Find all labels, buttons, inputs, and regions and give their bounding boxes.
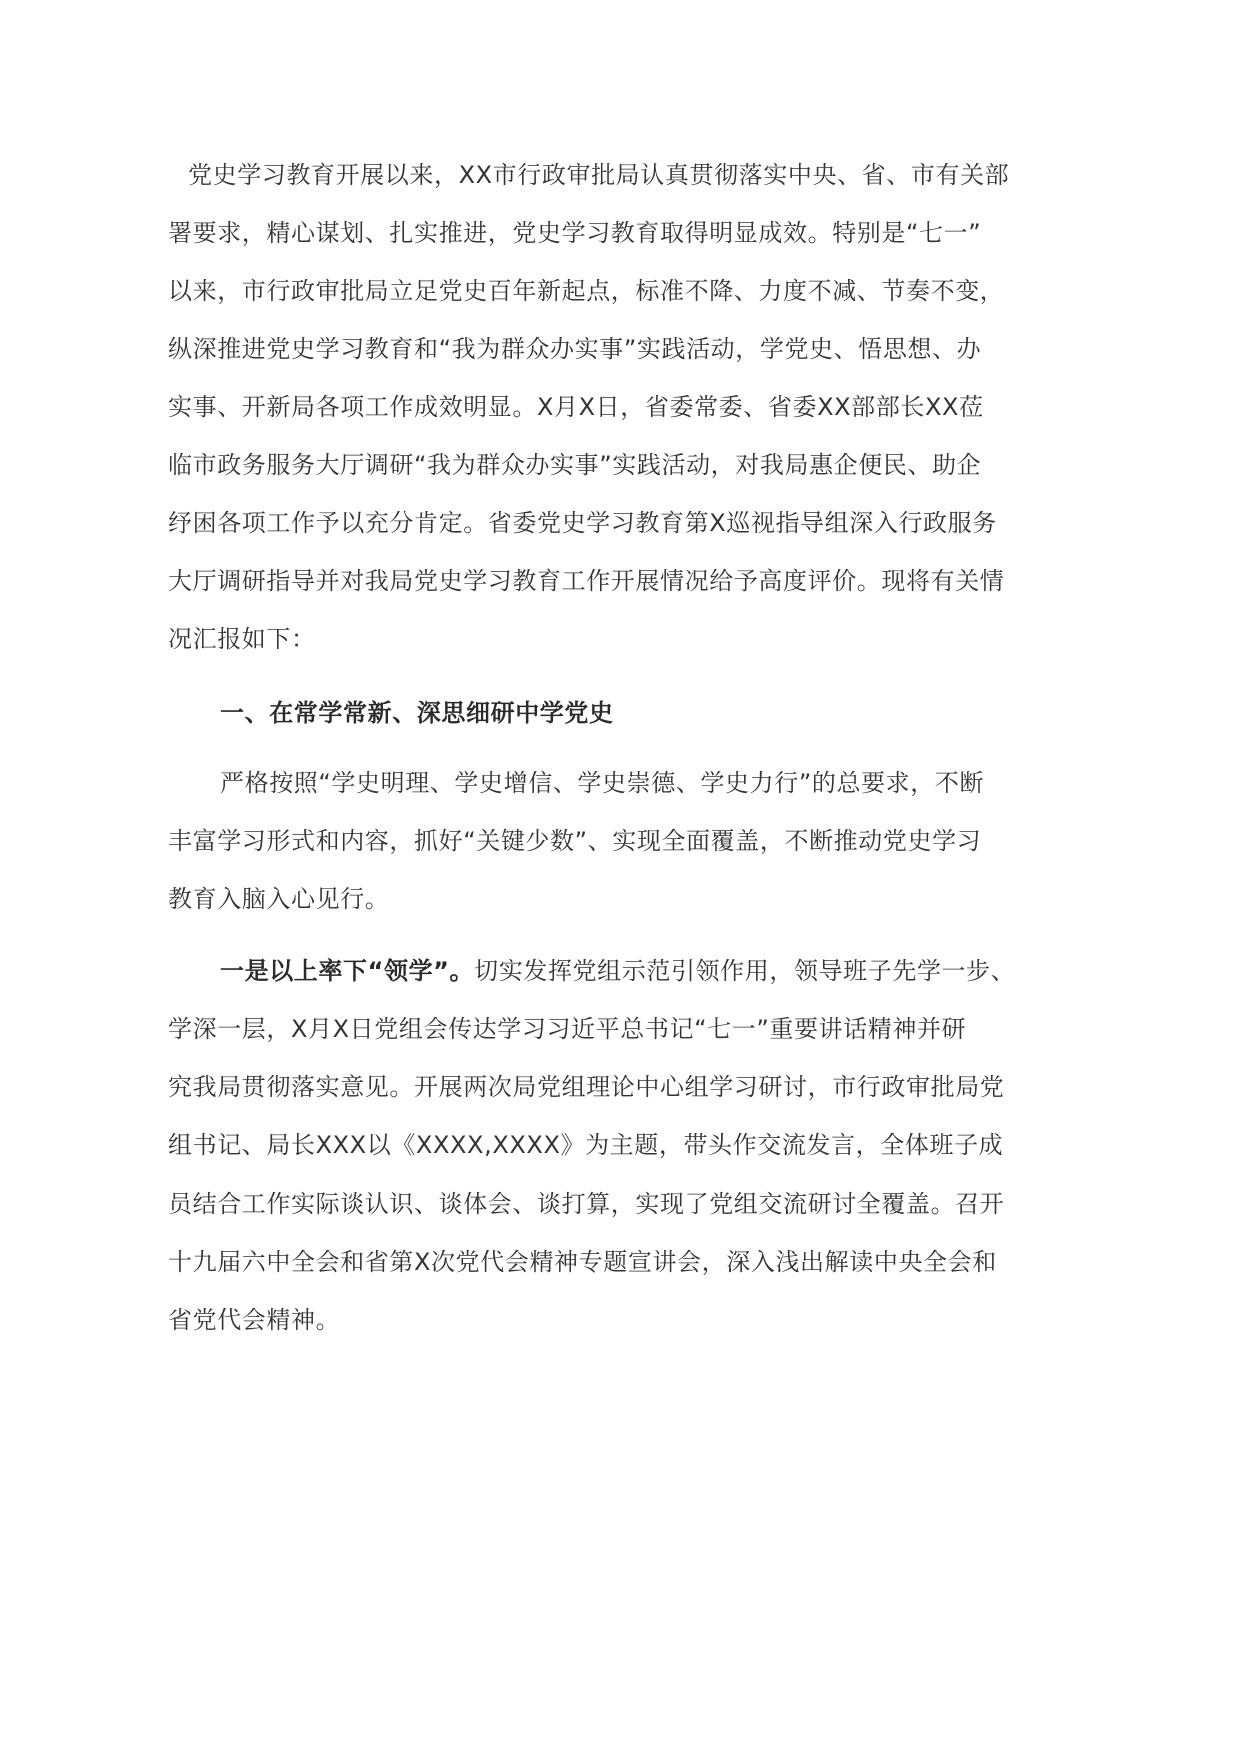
paragraph3-line: [220, 957, 1015, 985]
paragraph3-line: 学深一层，X月X日党组会传达学习习近平总书记“七一”重要讲话精神并研: [168, 1015, 967, 1043]
paragraph1-line: 署要求，精心谋划、扎实推进，党史学习教育取得明显成效。特别是“七一”: [168, 219, 982, 247]
paragraph3-line: 究我局贯彻落实意见。开展两次局党组理论中心组学习研讨，市行政审批局党: [168, 1073, 1005, 1101]
paragraph3-lead: 一是以上率下“领学”。: [220, 957, 475, 985]
paragraph3-text: 切实发挥党组示范引领作用，领导班子先学一步、: [474, 957, 1016, 985]
paragraph1-line: 临市政务服务大厅调研“我为群众办实事”实践活动，对我局惠企便民、助企: [168, 451, 982, 479]
paragraph1-line: 党史学习教育开展以来，XX市行政审批局认真贯彻落实中央、省、市有关部: [188, 161, 1010, 189]
paragraph2-line: 严格按照“学史明理、学史增信、学史崇德、学史力行”的总要求，不断: [220, 769, 985, 797]
paragraph3-line: 组书记、局长XXX以《XXXX,XXXX》为主题，带头作交流发言，全体班子成: [168, 1131, 1004, 1159]
paragraph2-line: 教育入脑入心见行。: [168, 885, 390, 913]
paragraph1-line: 况汇报如下：: [168, 625, 316, 653]
paragraph2-line: 丰富学习形式和内容，抓好“关键少数”、实现全面覆盖，不断推动党史学习: [168, 827, 982, 855]
paragraph1-line: 以来，市行政审批局立足党史百年新起点，标准不降、力度不减、节奏不变，: [168, 277, 1005, 305]
paragraph3-line: 十九届六中全会和省第X次党代会精神专题宣讲会，深入浅出解读中央全会和: [168, 1248, 997, 1276]
paragraph1-line: 实事、开新局各项工作成效明显。X月X日，省委常委、省委XX部部长XX莅: [168, 393, 984, 421]
paragraph3-line: 省党代会精神。: [168, 1306, 341, 1334]
section-heading: 一、在常学常新、深思细研中学党史: [220, 699, 614, 727]
paragraph1-line: 纾困各项工作予以充分肯定。省委党史学习教育第X巡视指导组深入行政服务: [168, 509, 997, 537]
paragraph1-line: 纵深推进党史学习教育和“我为群众办实事”实践活动，学党史、悟思想、办: [168, 335, 982, 363]
paragraph1-line: 大厅调研指导并对我局党史学习教育工作开展情况给予高度评价。现将有关情: [168, 567, 1005, 595]
paragraph3-line: 员结合工作实际谈认识、谈体会、谈打算，实现了党组交流研讨全覆盖。召开: [168, 1190, 1005, 1218]
